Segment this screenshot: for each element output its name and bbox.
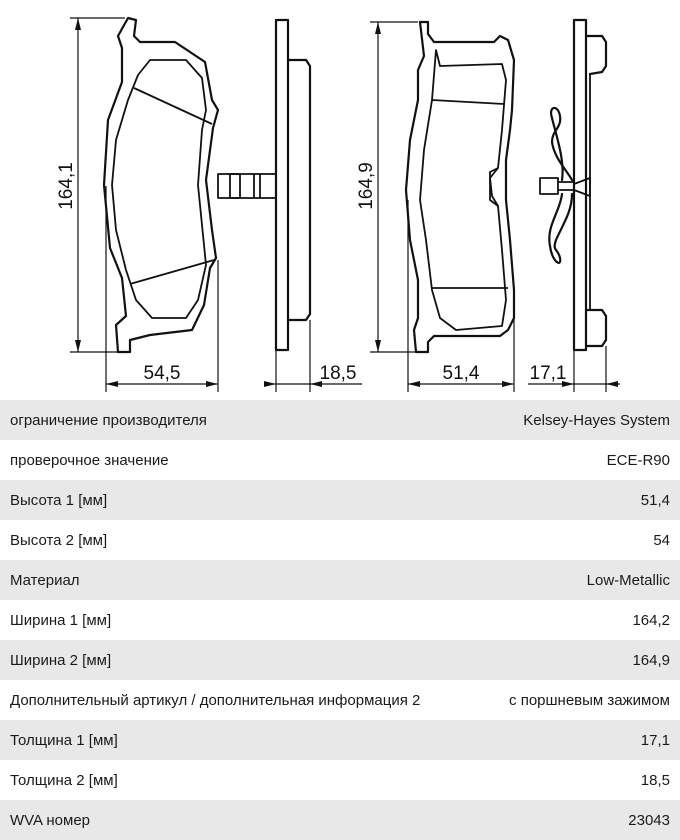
spec-row bbox=[0, 520, 680, 560]
spec-table bbox=[0, 400, 680, 840]
spec-row bbox=[0, 720, 680, 760]
pad1-thickness-dimension bbox=[264, 320, 362, 392]
spec-value: Kelsey-Hayes System bbox=[523, 411, 670, 429]
pad1-height-label: 164,1 bbox=[56, 162, 77, 210]
spec-label: Толщина 2 [мм] bbox=[10, 771, 118, 789]
spec-row bbox=[0, 640, 680, 680]
pad1-width-label: 54,5 bbox=[143, 363, 181, 384]
pad2-height-dimension bbox=[356, 22, 418, 352]
spec-label: Ширина 1 [мм] bbox=[10, 611, 112, 629]
spec-value: 164,2 bbox=[632, 611, 670, 629]
spec-value: 51,4 bbox=[640, 491, 670, 509]
spec-value: 17,1 bbox=[640, 731, 670, 749]
pad1-side-view bbox=[218, 20, 310, 350]
spec-row bbox=[0, 800, 680, 840]
spec-row bbox=[0, 440, 680, 480]
pad2-width-label: 51,4 bbox=[442, 363, 480, 384]
spec-value: ECE-R90 bbox=[606, 451, 670, 469]
spec-row bbox=[0, 680, 680, 720]
spec-value: 23043 bbox=[628, 811, 670, 829]
pad2-thickness-label: 17,1 bbox=[529, 363, 567, 384]
spec-label: Дополнительный артикул / дополнительная информация 2 bbox=[10, 691, 421, 709]
pad2-height-label: 164,9 bbox=[356, 162, 377, 210]
spec-label: WVA номер bbox=[10, 811, 91, 829]
pad1-height-dimension bbox=[56, 18, 125, 352]
spec-label: Высота 1 [мм] bbox=[10, 491, 108, 509]
spec-label: Высота 2 [мм] bbox=[10, 531, 108, 549]
spec-row bbox=[0, 760, 680, 800]
pad1-front-view bbox=[104, 18, 218, 352]
spec-label: Толщина 1 [мм] bbox=[10, 731, 118, 749]
spec-row bbox=[0, 480, 680, 520]
spec-label: Материал bbox=[10, 571, 80, 589]
technical-drawing bbox=[0, 0, 680, 400]
spec-value: 54 bbox=[653, 531, 670, 549]
pad2-side-view bbox=[540, 20, 606, 350]
spec-value: 164,9 bbox=[632, 651, 670, 669]
spec-row bbox=[0, 560, 680, 600]
spec-value: Low-Metallic bbox=[586, 571, 670, 589]
spec-value: 18,5 bbox=[640, 771, 670, 789]
spec-row bbox=[0, 600, 680, 640]
pad2-front-view bbox=[406, 22, 514, 352]
pad1-thickness-label: 18,5 bbox=[319, 363, 357, 384]
spec-label: ограничение производителя bbox=[10, 411, 207, 429]
spec-value: с поршневым зажимом bbox=[509, 691, 670, 709]
pad2-thickness-dimension bbox=[528, 346, 620, 392]
spec-row bbox=[0, 400, 680, 440]
spec-label: проверочное значение bbox=[10, 451, 169, 469]
spec-label: Ширина 2 [мм] bbox=[10, 651, 112, 669]
